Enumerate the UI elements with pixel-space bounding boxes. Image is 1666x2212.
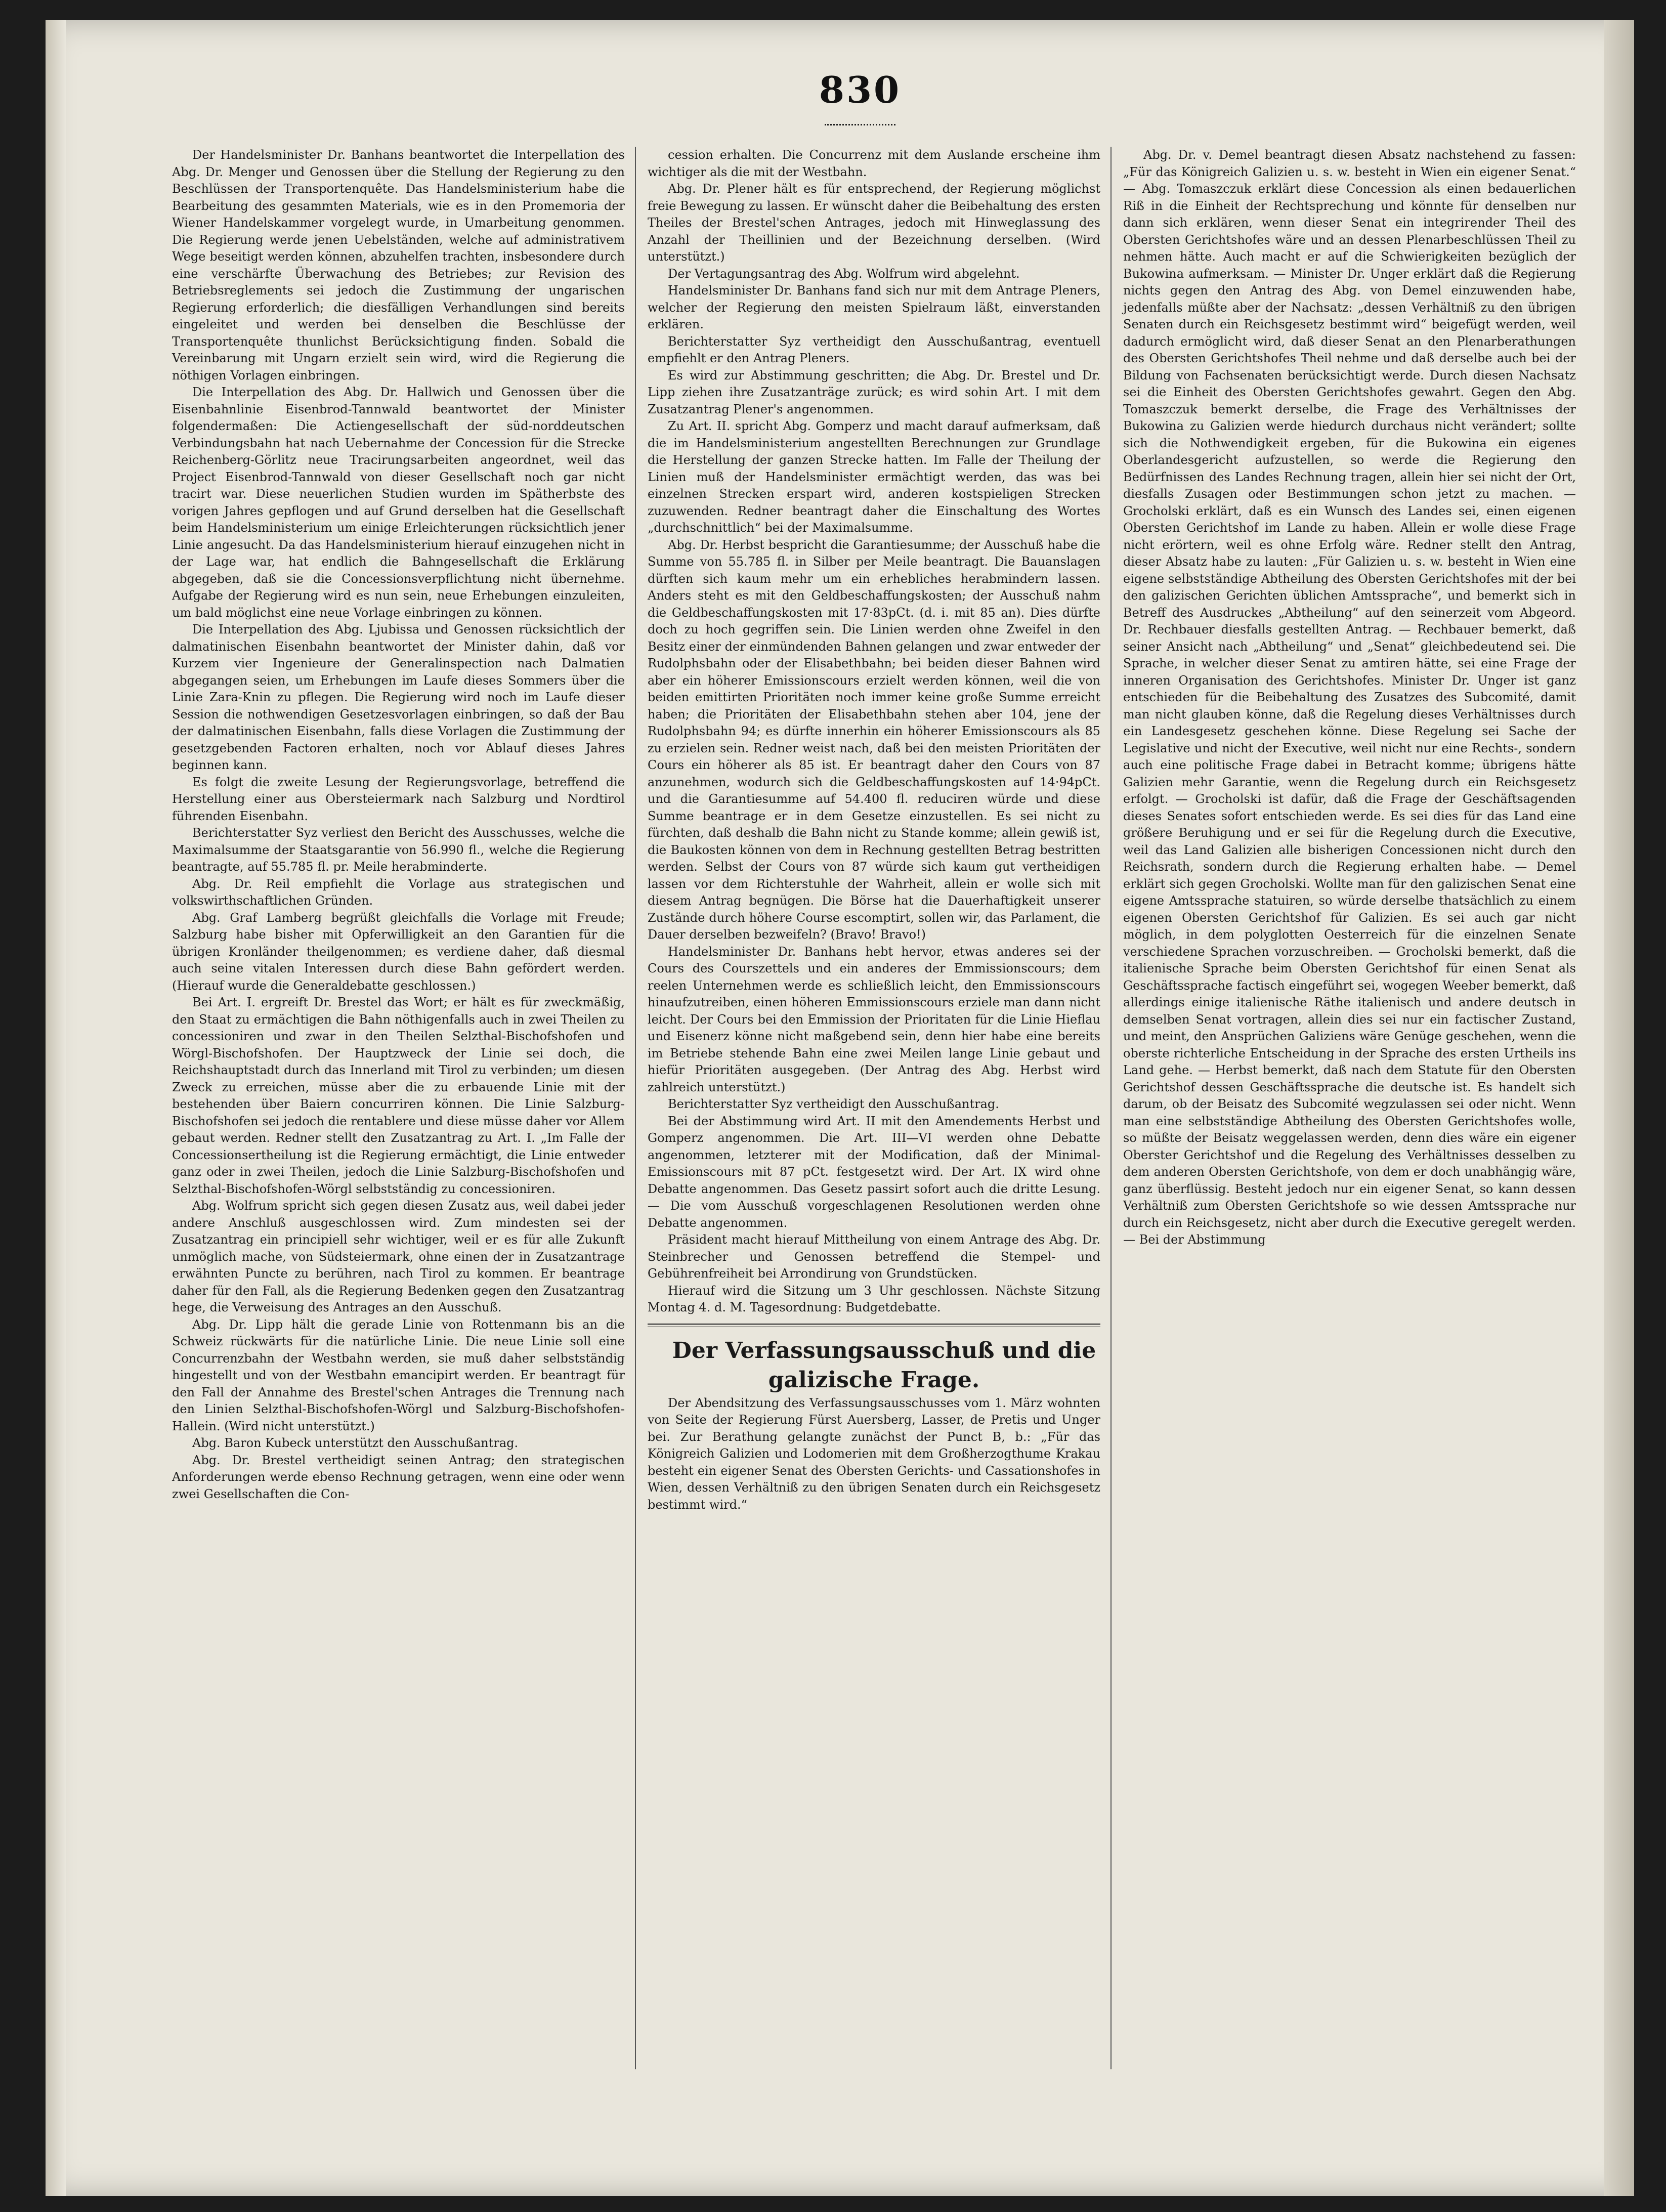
- paragraph: Der Handelsminister Dr. Banhans beantwortet die Interpellation des Abg. Dr. Menger und Genossen über die Stellung der Regierung zu den Beschlüssen der Transportenquête. Das Handelsministerium habe die Bearbeitung des gesammten Materials, wie es in den Promemoria der Wiener Handelskammer vorgelegt wurde, in Umarbeitung genommen. Die Regierung werde jenen Uebelständen, welche auf administrativem Wege beseitigt werden können, abzuhelfen trachten, insbesondere durch eine verschärfte Überwachung des Betriebes; zur Revision des Betriebsreglements sei jedoch die Zustimmung der ungarischen Regierung erforderlich; die diesfälligen Verhandlungen sind bereits eingeleitet und werden bei denselben die Beschlüsse der Transportenquête thunlichst Berücksichtigung finden. Sobald die Vereinbarung mit Ungarn erzielt sein wird, wird die Regierung die nöthigen Vorlagen einbringen.: [172, 148, 625, 382]
- paragraph: Abg. Dr. Brestel vertheidigt seinen Antrag; den strategischen Anforderungen werde ebenso Rechnung getragen, wenn eine oder wenn zwei Gesellschaften die Con-: [172, 1453, 625, 1501]
- column-divider-1: [635, 147, 636, 2069]
- paragraph: Bei Art. I. ergreift Dr. Brestel das Wort; er hält es für zweckmäßig, den Staat zu ermächtigen die Bahn nöthigenfalls auch in zwei Theilen zu concessioniren und zwar in den Theilen Selzthal-Bischofshofen und Wörgl-Bischofshofen. Der Hauptzweck der Linie sei doch, die Reichshauptstadt durch das Innerland mit Tirol zu verbinden; um diesen Zweck zu erreichen, müsse aber die zu erbauende Linie mit der bestehenden über Baiern concurriren können. Die Linie Salzburg-Bischofshofen sei jedoch die rentablere und diese müsse daher vor Allem gebaut werden. Redner stellt den Zusatzantrag zu Art. I. „Im Falle der Concessionsertheilung ist die Regierung ermächtigt, die Linie entweder ganz oder in zwei Theilen, jedoch die Linie Salzburg-Bischofshofen und Selzthal-Bischofshofen-Wörgl selbstständig zu concessioniren.: [172, 995, 625, 1196]
- paragraph: Die Interpellation des Abg. Ljubissa und Genossen rücksichtlich der dalmatinischen Eisenbahn beantwortet der Minister dahin, daß vor Kurzem vier Ingenieure der Generalinspection nach Dalmatien abgegangen seien, um Erhebungen im Laufe dieses Sommers über die Linie Zara-Knin zu pflegen. Die Regierung wird noch im Laufe dieser Session die nothwendigen Gesetzesvorlagen einbringen, so daß der Bau der dalmatinischen Eisenbahn, falls diese Vorlagen die Zustimmung der gesetzgebenden Factoren erhalten, noch vor Ablauf dieses Jahres beginnen kann.: [172, 622, 625, 772]
- paragraph: Abg. Graf Lamberg begrüßt gleichfalls die Vorlage mit Freude; Salzburg habe bisher mit Opferwilligkeit an den Garantien für die übrigen Kronländer theilgenommen; es verdiene daher, daß diesmal auch seine vitalen Interessen durch diese Bahn gefördert werden. (Hierauf wurde die Generaldebatte geschlossen.): [172, 910, 625, 993]
- page-number: 830: [819, 68, 902, 111]
- page-number-rule: [825, 124, 895, 127]
- paragraph: Berichterstatter Syz vertheidigt den Ausschußantrag.: [668, 1097, 999, 1111]
- paragraph: Berichterstatter Syz verliest den Bericht des Ausschusses, welche die Maximalsumme der Staatsgarantie von 56.990 fl., welche die Regierung beantragte, auf 55.785 fl. pr. Meile herabminderte.: [172, 826, 625, 874]
- column-1: [172, 147, 625, 1503]
- paragraph: Es folgt die zweite Lesung der Regierungsvorlage, betreffend die Herstellung einer aus Obersteiermark nach Salzburg und Nordtirol führenden Eisenbahn.: [172, 775, 625, 823]
- paragraph: Die Interpellation des Abg. Dr. Hallwich und Genossen über die Eisenbahnlinie Eisenbrod-Tannwald beantwortet der Minister folgendermaßen: Die Actiengesellschaft der süd-norddeutschen Verbindungsbahn hat nach Uebernahme der Concession für die Strecke Reichenberg-Görlitz neue Tracirungsarbeiten angeordnet, weil das Project Eisenbrod-Tannwald von dieser Gesellschaft noch gar nicht tracirt war. Diese neuerlichen Studien wurden im Spätherbste des vorigen Jahres gepflogen und auf Grund derselben hat die Gesellschaft beim Handelsministerium um einige Erleichterungen rücksichtlich jener Linie angesucht. Da das Handelsministerium hierauf einzugehen nicht in der Lage war, hat endlich die Bahngesellschaft die Erklärung abgegeben, daß sie die Concessionsverpflichtung nicht übernehme. Aufgabe der Regierung wird es nun sein, neue Erhebungen einzuleiten, um bald möglichst eine neue Vorlage einbringen zu können.: [172, 385, 625, 620]
- section-rule: [648, 1324, 1100, 1327]
- paragraph: Abg. Baron Kubeck unterstützt den Ausschußantrag.: [192, 1436, 519, 1450]
- paragraph: Der Abendsitzung des Verfassungsausschusses vom 1. März wohnten von Seite der Regierung Fürst Auersberg, Lasser, de Pretis und Unger bei. Zur Berathung gelangte zunächst der Punct B, b.: „Für das Königreich Galizien und Lodomerien mit dem Großherzogthume Krakau besteht ein eigener Senat des Obersten Gerichts- und Cassationshofes in Wien, dessen Verhältniß zu den übrigen Senaten durch ein Reichsgesetz bestimmt wird.“: [648, 1395, 1100, 1512]
- column-divider-2: [1110, 147, 1112, 2069]
- column-2: [648, 147, 1100, 1513]
- paragraph: Zu Art. II. spricht Abg. Gomperz und macht darauf aufmerksam, daß die im Handelsministerium angestellten Berechnungen zur Grundlage die Herstellung der ganzen Strecke hatten. Im Falle der Theilung der Linien muß der Handelsminister ermächtigt werden, das was bei einzelnen Strecken erspart wird, anderen kostspieligen Strecken zuzuwenden. Redner beantragt daher die Einschaltung des Wortes „durchschnittlich“ bei der Maximalsumme.: [648, 419, 1100, 535]
- paragraph: Der Vertagungsantrag des Abg. Wolfrum wird abgelehnt.: [668, 266, 1020, 281]
- column-3: [1123, 147, 1576, 1249]
- newspaper-page: [46, 20, 1634, 2196]
- paragraph: Handelsminister Dr. Banhans hebt hervor, etwas anderes sei der Cours des Courszettels und ein anderes der Emmissionscours; dem reelen Unternehmen werde es schließlich leicht, den Emmissionscours hinaufzutreiben, einen höheren Emmissionscours erziele man dann nicht leicht. Der Cours bei den Emmission der Prioritaten für die Linie Hieflau und Eisenerz könne nicht maßgebend sein, denn hier habe eine bereits im Betriebe stehende Bahn eine zwei Meilen lange Linie gebaut und hiefür Prioritäten ausgegeben. (Der Antrag des Abg. Herbst wird zahlreich unterstützt.): [648, 944, 1100, 1094]
- paragraph: Bei der Abstimmung wird Art. II mit den Amendements Herbst und Gomperz angenommen. Die Art. III—VI werden ohne Debatte angenommen, letzterer mit der Modification, daß der Minimal-Emissionscours mit 87 pCt. festgesetzt wird. Der Art. IX wird ohne Debatte angenommen. Das Gesetz passirt sofort auch die dritte Lesung. — Die vom Ausschuß vorgeschlagenen Resolutionen werden ohne Debatte angenommen.: [648, 1114, 1100, 1230]
- paragraph: Berichterstatter Syz vertheidigt den Ausschußantrag, eventuell empfiehlt er den Antrag Pleners.: [648, 334, 1100, 365]
- paragraph: Abg. Dr. Lipp hält die gerade Linie von Rottenmann bis an die Schweiz rückwärts für die natürliche Linie. Die neue Linie soll eine Concurrenzbahn der Westbahn werden, sie muß daher selbstständig hingestellt und von der Westbahn emancipirt werden. Er beantragt für den Fall der Annahme des Brestel'schen Antrages die Trennung nach den Linien Selzthal-Bischofshofen-Wörgl und Salzburg-Bischofshofen-Hallein. (Wird nicht unterstützt.): [172, 1317, 625, 1433]
- page-right-edge: [1604, 20, 1634, 2196]
- paragraph: Handelsminister Dr. Banhans fand sich nur mit dem Antrage Pleners, welcher der Regierung den meisten Spielraum läßt, einverstanden erklären.: [648, 283, 1100, 331]
- paragraph: Abg. Wolfrum spricht sich gegen diesen Zusatz aus, weil dabei jeder andere Anschluß ausgeschlossen wird. Zum mindesten sei der Zusatzantrag ein principiell sehr wichtiger, weil er es für alle Zukunft unmöglich mache, von Südsteiermark, ohne einen der in Zusatzantrage erwähnten Puncte zu berühren, nach Tirol zu kommen. Er beantrage daher für den Fall, als die Regierung Bedenken gegen den Zusatzantrag hege, die Verweisung des Antrages an den Ausschuß.: [172, 1199, 625, 1314]
- paragraph: Abg. Dr. v. Demel beantragt diesen Absatz nachstehend zu fassen: „Für das Königreich Galizien u. s. w. besteht in Wien ein eigener Senat.“ — Abg. Tomaszczuk erklärt diese Concession als einen bedauerlichen Riß in die Einheit der Rechtsprechung und könnte für denselben nur dann sich erklären, wenn dieser Senat ein integrirender Theil des Obersten Gerichtshofes wäre und an dessen Plenarbeschlüssen Theil zu nehmen hätte. Auch macht er auf die Schwierigkeiten bezüglich der Bukowina aufmerksam. — Minister Dr. Unger erklärt daß die Regierung nichts gegen den Antrag des Abg. von Demel einzuwenden habe, jedenfalls müßte aber der Nachsatz: „dessen Verhältniß zu den übrigen Senaten durch ein Reichsgesetz bestimmt wird“ beigefügt werden, weil dadurch ermöglicht wird, daß dieser Senat an den Plenarberathungen des Obersten Gerichtshofes Theil nehme und daß derselbe auch bei der Bildung von Fachsenaten berücksichtigt werde. Durch diesen Nachsatz sei die Einheit des Obersten Gerichtshofes gewahrt. Gegen den Abg. Tomaszczuk bemerkt derselbe, die Frage des Verhältnisses der Bukowina zu Galizien werde hiedurch durchaus nicht verändert; sollte sich die Nothwendigkeit ergeben, für die Bukowina ein eigenes Oberlandesgericht aufzustellen, so werde die Regierung den Bedürfnissen des Landes Rechnung tragen, allein hier sei nicht der Ort, diesfalls Zusagen oder Bestimmungen schon jetzt zu machen. — Grocholski erklärt, daß es ein Wunsch des Landes sei, einen eigenen Obersten Gerichtshof im Lande zu haben. Allein er wolle diese Frage nicht erörtern, weil es ohne Erfolg wäre. Redner stellt den Antrag, dieser Absatz habe zu lauten: „Für Galizien u. s. w. besteht in Wien eine eigene selbstständige Abtheilung des Obersten Gerichtshofes mit der bei den galizischen Gerichten üblichen Amtssprache“, und bemerkt sich in Betreff des Ausdruckes „Abtheilung“ auf den seinerzeit vom Abgeord. Dr. Rechbauer diesfalls gestellten Antrag. — Rechbauer bemerkt, daß seiner Ansicht nach „Abtheilung“ und „Senat“ gleichbedeutend sei. Die Sprache, in welcher dieser Senat zu amtiren hätte, sei eine Frage der inneren Organisation des Gerichtshofes. Minister Dr. Unger ist ganz entschieden für die Beibehaltung des Zusatzes des Subcomité, damit man nicht glauben könne, daß die Regelung dieses Verhältnisses durch ein Landesgesetz geschehen könne. Diese Regelung sei Sache der Legislative und nicht der Executive, weil nicht nur eine Rechts-, sondern auch eine politische Frage dabei in Betracht komme; übrigens hätte Galizien mehr Garantie, wenn die Regelung durch ein Reichsgesetz erfolgt. — Grocholski ist dafür, daß die Frage der Geschäftsagenden dieses Senates sofort entschieden werde. Es sei dies für das Land eine größere Beruhigung und er sei für die Regelung durch die Executive, weil das Land Galizien alle bisherigen Concessionen nicht durch den Reichsrath, sondern durch die Regierung erhalten habe. — Demel erklärt sich gegen Grocholski. Wollte man für den galizischen Senat eine eigene Amtssprache statuiren, so würde derselbe thatsächlich zu einem eigenen Obersten Gerichtshof für Galizien. Es sei auch gar nicht möglich, in dem polyglotten Oesterreich für die einzelnen Senate verschiedene Sprachen vorzuschreiben. — Grocholski bemerkt, daß die italienische Sprache beim Obersten Gerichtshof für einen Senat als Geschäftssprache factisch eingeführt sei, wogegen Weeber bemerkt, daß allerdings einige italienische Räthe italienisch und andere deutsch in demselben Senat vortragen, allein dies sei nur ein factischer Zustand, und meint, den Ansprüchen Galiziens wäre Genüge geschehen, wenn die oberste richterliche Entscheidung in der Sprache des ersten Urtheils ins Land gehe. — Herbst bemerkt, daß nach dem Statute für den Obersten Gerichtshof dessen Geschäftssprache die deutsche ist. Es handelt sich darum, ob der Beisatz des Subcomité wegzulassen sei oder nicht. Wenn man eine selbstständige Abtheilung des Obersten Gerichtshofes wolle, so müßte der Beisatz weggelassen werden, denn dies wäre ein eigener Oberster Gerichtshof und die Regelung des Verhältnisses desselben zu dem anderen Obersten Gerichtshofe, von dem er doch unabhängig wäre, ganz überflüssig. Besteht jedoch nur ein eigener Senat, so kann dessen Verhältniß zum Obersten Gerichtshofe so wie dessen Amtssprache nur durch ein Reichsgesetz, nicht aber durch die Executive geregelt werden. — Bei der Abstimmung: [1123, 148, 1576, 1247]
- paragraph: Hierauf wird die Sitzung um 3 Uhr geschlossen. Nächste Sitzung Montag 4. d. M. Tagesordnung: Budgetdebatte.: [648, 1283, 1100, 1314]
- paragraph: Präsident macht hierauf Mittheilung von einem Antrage des Abg. Dr. Steinbrecher und Genossen betreffend die Stempel- und Gebührenfreiheit bei Arrondirung von Grundstücken.: [648, 1232, 1100, 1281]
- paragraph: Abg. Dr. Herbst bespricht die Garantiesumme; der Ausschuß habe die Summe von 55.785 fl. in Silber per Meile beantragt. Die Bauanslagen dürften sich kaum mehr um ein erhebliches herabmindern lassen. Anders steht es mit den Geldbeschaffungskosten; der Ausschuß nahm die Geldbeschaffungskosten mit 17·83pCt. (d. i. mit 85 an). Dies dürfte doch zu hoch gegriffen sein. Die Linien werden ohne Zweifel in den Besitz einer der einmündenden Bahnen gelangen und zwar entweder der Rudolphsbahn oder der Elisabethbahn; bei beiden dieser Bahnen wird aber ein höherer Emissionscours erzielt werden können, weil die von beiden emittirten Prioritäten noch immer keine große Summe erreicht haben; die Prioritäten der Elisabethbahn stehen aber 104, jene der Rudolphsbahn 94; es dürfte innerhin ein höherer Emissionscours als 85 zu erzielen sein. Redner weist nach, daß bei den meisten Prioritäten der Cours ein höherer als 85 ist. Er beantragt daher den Cours von 87 anzunehmen, wodurch sich die Geldbeschaffungskosten auf 14·94pCt. und die Garantiesumme auf 54.400 fl. reduciren würde und diese Summe beantrage er in dem Gesetze einzustellen. Es sei nicht zu fürchten, daß deshalb die Bahn nicht zu Stande komme; allein gewiß ist, die Baukosten können von dem in Rechnung gestellten Betrag bestritten werden. Selbst der Cours von 87 würde sich kaum gut vertheidigen lassen vor dem Richterstuhle der Wahrheit, allein er wolle sich mit diesem Antrag begnügen. Die Börse hat die Dauerhaftigkeit unserer Zustände durch höhere Course escomptirt, sollen wir, das Parlament, die Dauer derselben bezweifeln? (Bravo! Bravo!): [648, 537, 1100, 942]
- paragraph: Abg. Dr. Plener hält es für entsprechend, der Regierung möglichst freie Bewegung zu lassen. Er wünscht daher die Beibehaltung des ersten Theiles der Brestel'schen Antrages, jedoch mit Hinweglassung des Anzahl der Theillinien und der Bezeichnung derselben. (Wird unterstützt.): [648, 182, 1100, 264]
- paragraph: cession erhalten. Die Concurrenz mit dem Auslande erscheine ihm wichtiger als die mit der Westbahn.: [648, 148, 1100, 179]
- paragraph: Abg. Dr. Reil empfiehlt die Vorlage aus strategischen und volkswirthschaftlichen Gründen.: [172, 876, 625, 908]
- section-title: Der Verfassungsausschuß und die galizische Frage.: [672, 1337, 1096, 1393]
- page-left-edge: [46, 20, 66, 2196]
- paragraph: Es wird zur Abstimmung geschritten; die Abg. Dr. Brestel und Dr. Lipp ziehen ihre Zusatzanträge zurück; es wird sohin Art. I mit dem Zusatzantrag Plener's angenommen.: [648, 368, 1100, 416]
